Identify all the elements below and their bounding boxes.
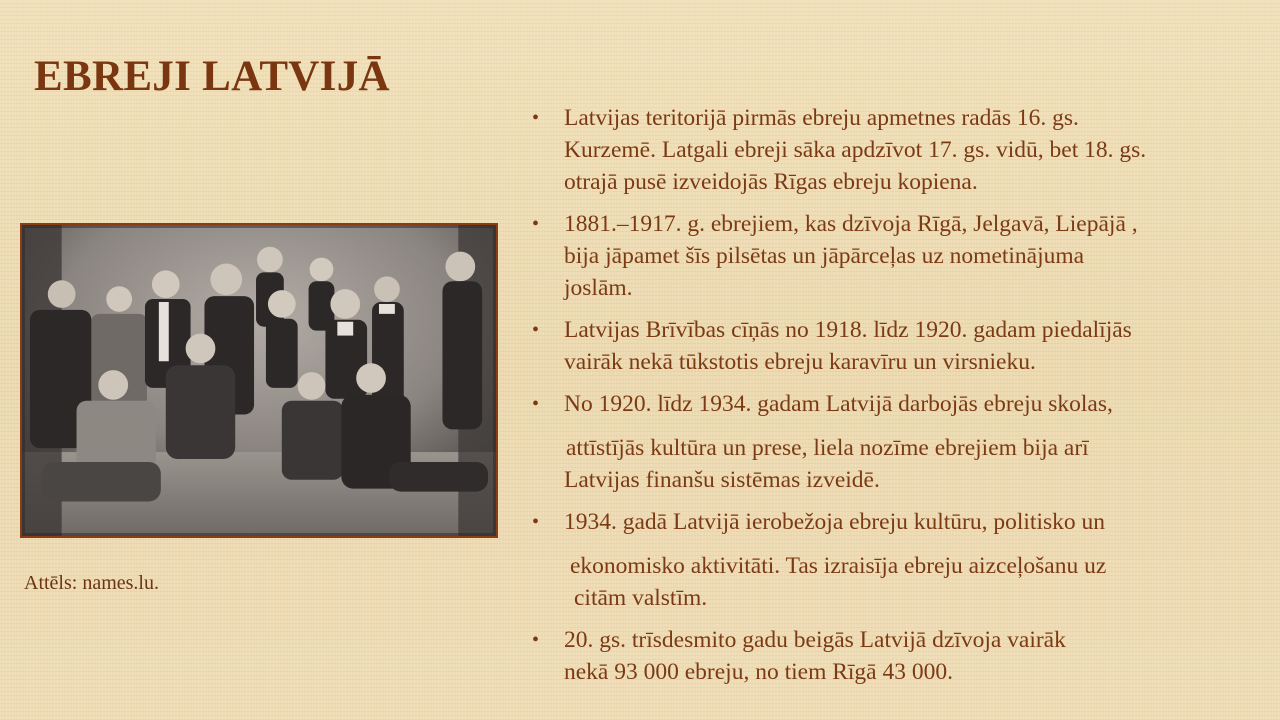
slide-title: EBREJI LATVIJĀ — [34, 53, 390, 100]
bullet-line: joslām. — [564, 275, 633, 301]
bullet-dot-icon: • — [532, 213, 540, 235]
bullet-line: otrajā pusē izveidojās Rīgas ebreju kopiena. — [564, 169, 978, 195]
bullet-line: 1881.–1917. g. ebrejiem, kas dzīvoja Rīgā, Jelgavā, Liepājā , — [564, 211, 1138, 237]
bullet-line: Latvijas finanšu sistēmas izveidē. — [564, 467, 880, 493]
bullet-item — [532, 102, 1252, 198]
bullet-dot-icon: • — [532, 107, 540, 129]
bullet-item — [532, 388, 1252, 496]
bullet-line: Latvijas teritorijā pirmās ebreju apmetnes radās 16. gs. — [564, 105, 1079, 131]
group-photo-icon — [22, 225, 496, 536]
bullet-line: 1934. gadā Latvijā ierobežoja ebreju kultūru, politisko un — [564, 509, 1106, 535]
bullet-item — [532, 624, 1252, 688]
bullet-item — [532, 506, 1252, 614]
photo-caption: Attēls: names.lu. — [24, 572, 159, 594]
bullet-line: Latvijas Brīvības cīņās no 1918. līdz 1920. gadam piedalījās — [564, 317, 1132, 343]
bullet-dot-icon: • — [532, 393, 540, 415]
bullet-line: bija jāpamet šīs pilsētas un jāpārceļas uz nometinājuma — [564, 243, 1085, 269]
bullet-line: attīstījās kultūra un prese, liela nozīme ebrejiem bija arī — [566, 435, 1089, 461]
bullet-item — [532, 208, 1252, 304]
bullet-line: vairāk nekā tūkstotis ebreju karavīru un virsnieku. — [564, 349, 1036, 375]
bullet-line: Kurzemē. Latgali ebreji sāka apdzīvot 17. gs. vidū, bet 18. gs. — [564, 137, 1147, 163]
bullet-list — [532, 102, 1252, 698]
bullet-line: nekā 93 000 ebreju, no tiem Rīgā 43 000. — [564, 659, 953, 685]
bullet-line: ekonomisko aktivitāti. Tas izraisīja ebreju aizceļošanu uz — [570, 553, 1107, 579]
bullet-line: citām valstīm. — [574, 585, 708, 611]
bullet-dot-icon: • — [532, 511, 540, 533]
bullet-dot-icon: • — [532, 319, 540, 341]
group-photo — [20, 223, 498, 538]
bullet-dot-icon: • — [532, 629, 540, 651]
bullet-item — [532, 314, 1252, 378]
bullet-line: 20. gs. trīsdesmito gadu beigās Latvijā dzīvoja vairāk — [564, 627, 1066, 653]
bullet-line: No 1920. līdz 1934. gadam Latvijā darbojās ebreju skolas, — [564, 391, 1113, 417]
